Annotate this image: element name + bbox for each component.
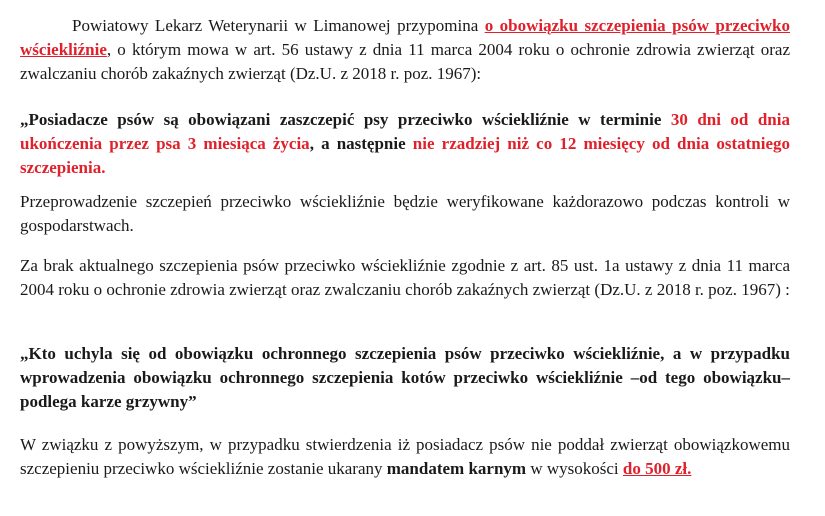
first-vaccination-deadline: 30 dni od dnia ukończenia przez psa 3 miesiąca życia <box>20 110 790 153</box>
revaccination-interval: nie rzadziej niż co 12 miesięcy od dnia ostatniego szczepienia. <box>20 134 790 177</box>
fine-paragraph <box>20 433 790 481</box>
quote-text-start: „Posiadacze psów są obowiązani zaszczepić psy przeciwko wściekliźnie w terminie <box>20 110 671 129</box>
fine-type: mandatem karnym <box>386 459 527 478</box>
fine-amount: do 500 zł. <box>622 459 692 478</box>
intro-legal-reference: , o którym mowa w art. 56 ustawy z dnia 11 marca 2004 roku o ochronie zdrowia zwierząt oraz zwalczaniu chorób zakaźnych zwierząt (Dz.U. z 2018 r. poz. 1967): <box>20 40 790 83</box>
quote-text-middle: , a następnie <box>309 134 413 153</box>
fine-text: W związku z powyższym, w przypadku stwierdzenia iż posiadacz psów nie poddał zwierząt obowiązkowemu szczepieniu przeciwko wściekliźnie zostanie ukarany <box>20 435 790 478</box>
penalty-quote: „Kto uchyla się od obowiązku ochronnego szczepienia psów przeciwko wściekliźnie, a w przypadku wprowadzenia obowiązku ochronnego szczepienia kotów przeciwko wściekliźnie –od tego obowiązku–podlega karze grzywny” <box>20 344 790 411</box>
owner-obligation-quote <box>20 108 790 180</box>
penalty-legal-basis-paragraph: Za brak aktualnego szczepienia psów przeciwko wściekliźnie zgodnie z art. 85 ust. 1a ustawy z dnia 11 marca 2004 roku o ochronie zdrowia zwierząt oraz zwalczaniu chorób zakaźnych zwierząt (Dz.U. z 2018 r. poz. 1967) : <box>20 256 790 299</box>
verification-paragraph: Przeprowadzenie szczepień przeciwko wściekliźnie będzie weryfikowane każdorazowo podczas kontroli w gospodarstwach. <box>20 192 790 235</box>
intro-paragraph <box>20 14 790 86</box>
fine-text-amount-intro: w wysokości <box>526 459 623 478</box>
intro-text: Powiatowy Lekarz Weterynarii w Limanowej przypomina <box>72 16 485 35</box>
vaccination-obligation-highlight: o obowiązku szczepienia psów przeciwko wściekliźnie <box>20 16 790 59</box>
